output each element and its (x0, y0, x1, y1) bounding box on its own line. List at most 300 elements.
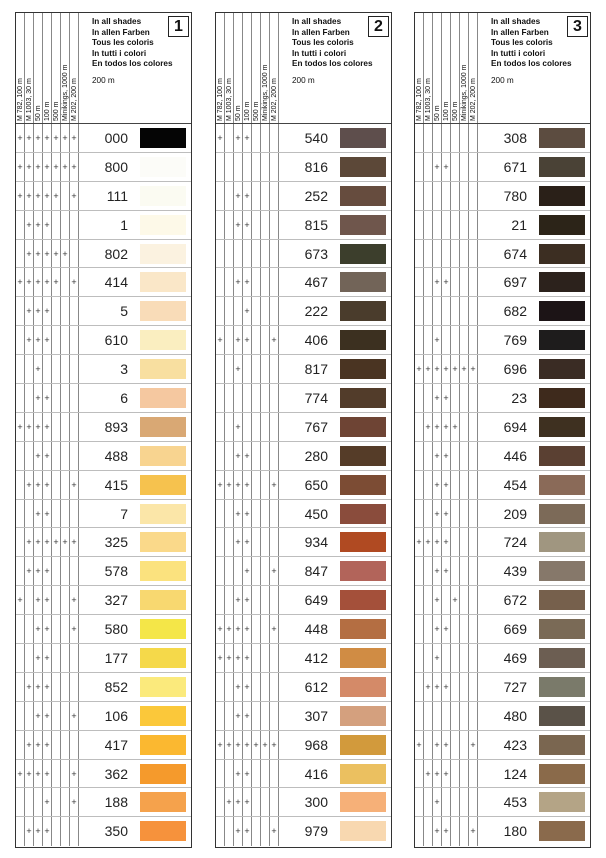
column-header (460, 13, 469, 123)
availability-cell (460, 500, 469, 528)
shade-code: 767 (304, 418, 328, 435)
shade-row (16, 702, 191, 731)
shade-code: 124 (503, 765, 527, 782)
column-label: 500 m (53, 101, 60, 121)
availability-line: En todos los colores (92, 59, 173, 69)
availability-cell (415, 384, 424, 412)
color-swatch (340, 330, 386, 350)
availability-cell (415, 442, 424, 470)
availability-cell: + (433, 586, 442, 614)
availability-cell: + (433, 788, 442, 816)
availability-cell: + (270, 471, 279, 499)
availability-cell: + (25, 471, 34, 499)
availability-cell: + (216, 644, 225, 672)
availability-cell (52, 384, 61, 412)
shade-row (415, 268, 590, 297)
color-swatch (539, 619, 585, 639)
availability-cell: + (234, 442, 243, 470)
availability-cell: + (16, 413, 25, 441)
availability-cell: + (34, 644, 43, 672)
color-swatch (539, 215, 585, 235)
availability-cell (16, 731, 25, 759)
availability-cell: + (43, 702, 52, 730)
availability-cell (451, 673, 460, 701)
availability-cell (270, 355, 279, 383)
color-swatch (140, 706, 186, 726)
shade-row (16, 731, 191, 760)
shade-row (16, 182, 191, 211)
availability-cell: + (25, 760, 34, 788)
availability-cell: + (433, 615, 442, 643)
shade-row (216, 528, 391, 557)
shade-code: 7 (120, 505, 128, 522)
availability-cell (460, 557, 469, 585)
availability-cell (451, 384, 460, 412)
availability-cell (234, 240, 243, 268)
column-label-box (252, 13, 261, 121)
availability-cell (469, 528, 478, 556)
availability-cell (252, 500, 261, 528)
availability-cell (61, 615, 70, 643)
availability-cell: + (243, 673, 252, 701)
color-swatch (539, 735, 585, 755)
availability-cell (61, 644, 70, 672)
availability-cell: + (243, 644, 252, 672)
availability-cell (460, 788, 469, 816)
shade-code: 412 (304, 650, 328, 667)
availability-cell: + (234, 355, 243, 383)
availability-cell: + (243, 182, 252, 210)
color-swatch (539, 128, 585, 148)
availability-cell (216, 788, 225, 816)
availability-cell (261, 788, 270, 816)
column-label: 100 m (244, 101, 251, 121)
availability-cell: + (25, 240, 34, 268)
availability-cell: + (243, 731, 252, 759)
availability-cell (469, 615, 478, 643)
shade-code: 816 (304, 158, 328, 175)
availability-cell (424, 124, 433, 152)
shade-row (415, 384, 590, 413)
shade-row (415, 413, 590, 442)
column-header (16, 13, 25, 123)
shade-code: 480 (503, 707, 527, 724)
color-swatch (539, 764, 585, 784)
availability-cell (70, 297, 79, 325)
availability-cell (252, 211, 261, 239)
availability-cell (451, 471, 460, 499)
availability-cell (469, 586, 478, 614)
color-swatch (340, 619, 386, 639)
availability-cell: + (442, 731, 451, 759)
shade-row (216, 413, 391, 442)
shade-code: 612 (304, 678, 328, 695)
color-swatch (140, 792, 186, 812)
shade-code: 893 (104, 418, 128, 435)
availability-cell (52, 211, 61, 239)
availability-cell (61, 760, 70, 788)
color-swatch (140, 764, 186, 784)
availability-cell: + (25, 817, 34, 846)
availability-cell (469, 153, 478, 181)
availability-cell: + (451, 413, 460, 441)
availability-cell (469, 384, 478, 412)
availability-cell (252, 297, 261, 325)
availability-cell (460, 211, 469, 239)
shade-row (16, 355, 191, 384)
availability-cell: + (52, 153, 61, 181)
availability-cell (270, 500, 279, 528)
availability-cell (261, 500, 270, 528)
availability-cell (16, 240, 25, 268)
availability-cell (25, 586, 34, 614)
shade-row (16, 413, 191, 442)
availability-cell (415, 557, 424, 585)
availability-cell: + (25, 268, 34, 296)
availability-cell: + (442, 384, 451, 412)
availability-cell (270, 702, 279, 730)
column-label: 500 m (253, 101, 260, 121)
availability-cell (261, 413, 270, 441)
column-label-box (25, 13, 34, 121)
availability-cell (216, 528, 225, 556)
availability-cell: + (16, 153, 25, 181)
availability-cell (25, 615, 34, 643)
availability-line: In tutti i colori (491, 48, 546, 58)
shade-code: 673 (304, 245, 328, 262)
availability-cell (61, 384, 70, 412)
shade-row (415, 500, 590, 529)
availability-cell (460, 673, 469, 701)
availability-cell: + (433, 153, 442, 181)
availability-cell (460, 384, 469, 412)
availability-cell: + (243, 500, 252, 528)
availability-line: In all shades (92, 17, 142, 26)
shade-code: 682 (503, 303, 527, 320)
availability-cell: + (442, 673, 451, 701)
availability-cell (270, 760, 279, 788)
shade-row (415, 760, 590, 789)
color-swatch (340, 128, 386, 148)
availability-cell (70, 731, 79, 759)
availability-cell: + (243, 817, 252, 846)
shade-code: 540 (304, 130, 328, 146)
color-swatch (539, 446, 585, 466)
availability-cell (424, 615, 433, 643)
shade-code: 847 (304, 563, 328, 580)
availability-cell (451, 615, 460, 643)
availability-cell (270, 586, 279, 614)
availability-cell: + (270, 817, 279, 846)
color-swatch (140, 128, 186, 148)
column-label: 100 m (44, 101, 51, 121)
availability-cell (61, 471, 70, 499)
availability-cell (451, 268, 460, 296)
length-label: 200 m (292, 75, 315, 85)
color-swatch (539, 532, 585, 552)
shade-code: 448 (304, 621, 328, 638)
shade-code: 488 (104, 447, 128, 464)
column-label: Minikings, 1000 m (461, 64, 468, 121)
column-label-box (415, 13, 424, 121)
availability-cell (261, 240, 270, 268)
availability-cell (225, 413, 234, 441)
availability-cell (61, 788, 70, 816)
availability-cell: + (25, 297, 34, 325)
availability-cell (252, 124, 261, 152)
color-swatch (539, 648, 585, 668)
availability-cell (451, 326, 460, 354)
availability-cell (52, 586, 61, 614)
availability-cell (261, 673, 270, 701)
column-label-box (61, 13, 70, 121)
availability-cell (451, 760, 460, 788)
column-header (43, 13, 52, 123)
panel-number: 2 (368, 16, 389, 37)
availability-cell (25, 384, 34, 412)
availability-cell (252, 240, 261, 268)
shade-code: 979 (304, 823, 328, 840)
shade-row (216, 731, 391, 760)
availability-cell (252, 384, 261, 412)
column-label: Minikings, 1000 m (62, 64, 69, 121)
availability-cell: + (442, 413, 451, 441)
color-swatch (539, 157, 585, 177)
shade-code: 000 (104, 130, 128, 146)
availability-cell (61, 817, 70, 846)
shade-code: 852 (104, 678, 128, 695)
color-swatch (140, 186, 186, 206)
color-swatch (539, 504, 585, 524)
column-label-box (469, 13, 478, 121)
shade-row (216, 644, 391, 673)
availability-cell: + (415, 731, 424, 759)
availability-cell (433, 211, 442, 239)
shade-row (16, 153, 191, 182)
availability-cell: + (433, 557, 442, 585)
availability-cell (52, 557, 61, 585)
column-label: 50 m (434, 105, 441, 121)
availability-cell: + (433, 731, 442, 759)
availability-cell (415, 615, 424, 643)
availability-cell: + (34, 297, 43, 325)
column-header (234, 13, 243, 123)
availability-cell (415, 817, 424, 846)
availability-cell (216, 211, 225, 239)
shade-row (16, 615, 191, 644)
availability-cell (460, 471, 469, 499)
availability-cell: + (43, 731, 52, 759)
column-header (424, 13, 433, 123)
availability-cell: + (433, 413, 442, 441)
availability-cell (424, 586, 433, 614)
availability-cell (252, 268, 261, 296)
availability-cell (270, 788, 279, 816)
shade-code: 414 (104, 274, 128, 291)
availability-cell: + (451, 586, 460, 614)
availability-cell (70, 644, 79, 672)
shade-row (216, 557, 391, 586)
color-swatch (140, 475, 186, 495)
shade-code: 5 (120, 303, 128, 320)
availability-cell (216, 384, 225, 412)
availability-cell: + (16, 268, 25, 296)
panel-number: 3 (567, 16, 588, 37)
availability-line: In allen Farben (92, 27, 150, 37)
availability-cell: + (34, 268, 43, 296)
availability-cell (460, 586, 469, 614)
column-header (442, 13, 451, 123)
availability-cell (261, 528, 270, 556)
color-swatch (340, 677, 386, 697)
availability-cell (415, 673, 424, 701)
availability-cell (225, 528, 234, 556)
shade-row (216, 297, 391, 326)
color-swatch (140, 388, 186, 408)
availability-cell (216, 240, 225, 268)
availability-cell: + (243, 557, 252, 585)
availability-cell (451, 731, 460, 759)
availability-cell: + (70, 124, 79, 152)
availability-cell (16, 644, 25, 672)
availability-cell: + (43, 268, 52, 296)
availability-cell: + (43, 528, 52, 556)
availability-cell (415, 153, 424, 181)
availability-cell (70, 817, 79, 846)
column-label: M 782, 100 m (17, 78, 24, 121)
availability-cell: + (43, 297, 52, 325)
availability-cell (216, 297, 225, 325)
shade-code: 416 (304, 765, 328, 782)
availability-cell (52, 326, 61, 354)
availability-cell (469, 673, 478, 701)
availability-cell (460, 615, 469, 643)
shade-row (216, 673, 391, 702)
color-swatch (539, 330, 585, 350)
availability-cell (424, 500, 433, 528)
availability-cell: + (43, 326, 52, 354)
shade-row (415, 182, 590, 211)
shade-code: 222 (304, 303, 328, 320)
availability-cell (252, 788, 261, 816)
availability-cell (415, 471, 424, 499)
availability-cell: + (70, 760, 79, 788)
availability-cell (415, 760, 424, 788)
shade-code: 177 (104, 650, 128, 667)
availability-cell (415, 297, 424, 325)
availability-cell: + (70, 702, 79, 730)
shade-code: 454 (503, 476, 527, 493)
availability-cell: + (225, 731, 234, 759)
availability-cell: + (424, 355, 433, 383)
availability-cell (270, 673, 279, 701)
availability-cell (225, 384, 234, 412)
availability-cell (261, 442, 270, 470)
availability-cell: + (43, 211, 52, 239)
shade-row (216, 500, 391, 529)
availability-cell (225, 500, 234, 528)
availability-cell (234, 557, 243, 585)
availability-cell (415, 702, 424, 730)
shade-row (16, 500, 191, 529)
availability-cell (225, 586, 234, 614)
availability-cell: + (234, 760, 243, 788)
availability-cell: + (70, 788, 79, 816)
availability-cell (61, 182, 70, 210)
color-swatch (140, 648, 186, 668)
availability-cell: + (234, 211, 243, 239)
availability-cell (252, 817, 261, 846)
availability-cell: + (442, 557, 451, 585)
availability-cell (61, 355, 70, 383)
availability-cell (16, 326, 25, 354)
column-label: M 202, 200 m (470, 78, 477, 121)
shade-code: 467 (304, 274, 328, 291)
availability-cell (424, 788, 433, 816)
availability-cell (451, 557, 460, 585)
shade-code: 727 (503, 678, 527, 695)
availability-cell (52, 471, 61, 499)
color-swatch (140, 821, 186, 841)
column-header (25, 13, 34, 123)
shade-row (216, 615, 391, 644)
color-swatch (539, 590, 585, 610)
shade-code: 800 (104, 158, 128, 175)
shade-code: 674 (503, 245, 527, 262)
column-header (52, 13, 61, 123)
availability-cell (460, 268, 469, 296)
availability-cell: + (34, 673, 43, 701)
availability-cell: + (70, 528, 79, 556)
color-swatch (340, 359, 386, 379)
availability-cell (442, 644, 451, 672)
availability-cell: + (25, 326, 34, 354)
availability-cell (460, 182, 469, 210)
availability-cell (61, 731, 70, 759)
availability-cell (216, 673, 225, 701)
availability-cell (469, 268, 478, 296)
availability-cell: + (16, 760, 25, 788)
availability-cell: + (234, 644, 243, 672)
color-swatch (340, 648, 386, 668)
availability-cell (270, 211, 279, 239)
availability-cell: + (70, 615, 79, 643)
availability-cell (70, 240, 79, 268)
shade-code: 209 (503, 505, 527, 522)
availability-cell: + (34, 615, 43, 643)
availability-cell: + (16, 182, 25, 210)
color-swatch (340, 215, 386, 235)
availability-cell: + (52, 124, 61, 152)
availability-cell (451, 528, 460, 556)
availability-cell: + (424, 413, 433, 441)
availability-cell (451, 240, 460, 268)
availability-cell (16, 528, 25, 556)
availability-cell (70, 413, 79, 441)
availability-cell (469, 442, 478, 470)
column-header (433, 13, 442, 123)
availability-cell: + (25, 413, 34, 441)
column-label: M 782, 100 m (217, 78, 224, 121)
availability-cell (261, 153, 270, 181)
availability-cell (261, 471, 270, 499)
column-label-box (451, 13, 460, 121)
availability-cell: + (43, 644, 52, 672)
availability-cell (469, 413, 478, 441)
availability-cell (469, 124, 478, 152)
availability-cell: + (34, 153, 43, 181)
availability-cell: + (43, 384, 52, 412)
